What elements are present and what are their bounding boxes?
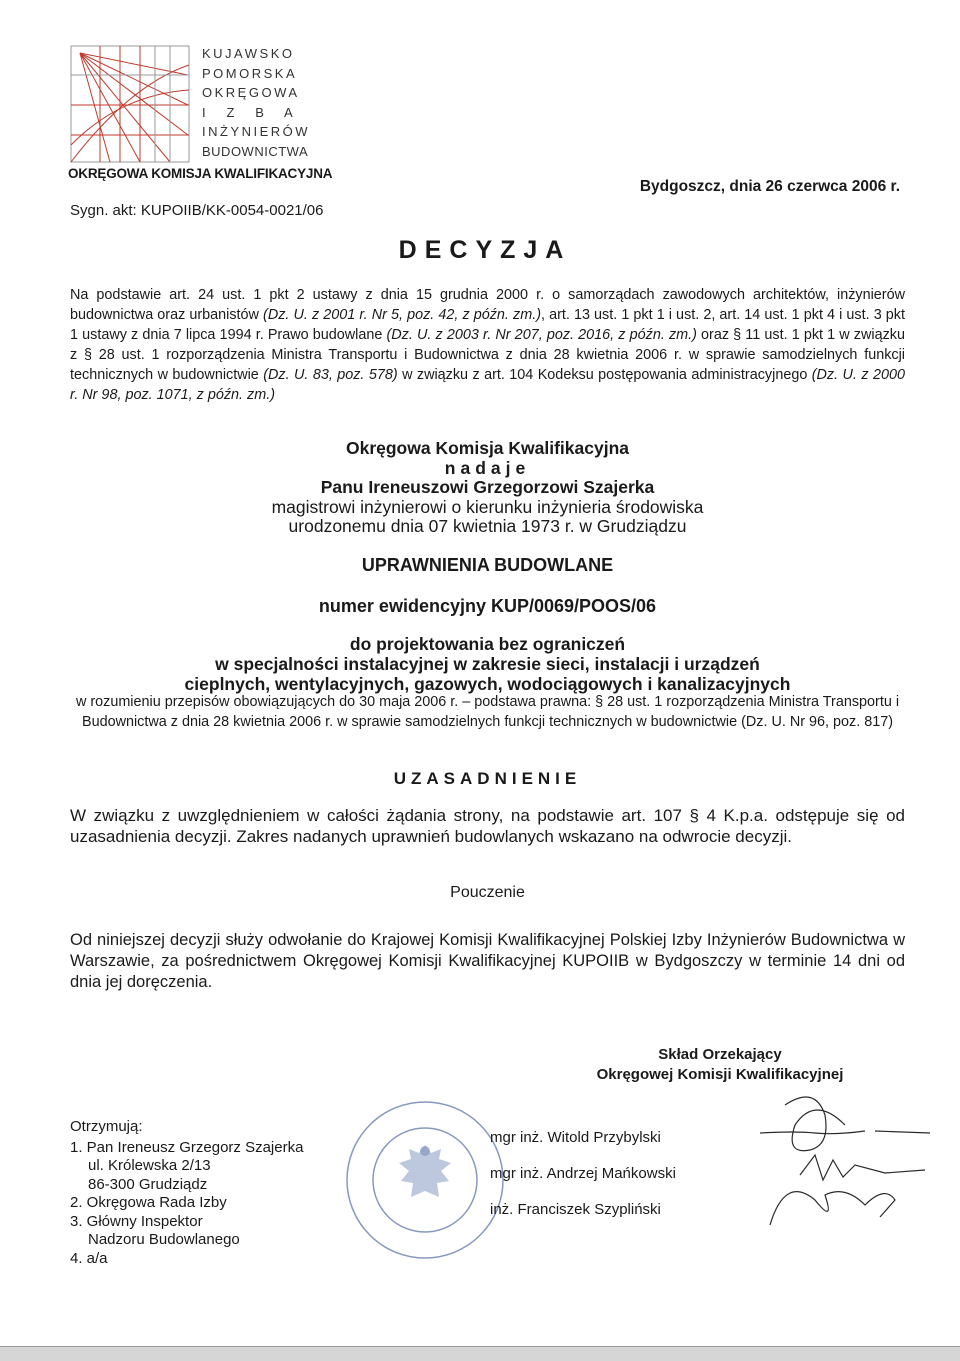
legal-basis-paragraph bbox=[70, 285, 905, 406]
instruction-title: Pouczenie bbox=[450, 884, 525, 901]
org-line: OKRĘGOWA bbox=[202, 85, 300, 101]
org-line: KUJAWSKO bbox=[202, 46, 295, 61]
legal-basis-text: , art. 13 ust. 1 pkt 1 i ust. 2, art. 14 ust. 1 pkt 4 i ust. 3 pkt 1 ustawy z dnia 7 lipca 1994 r. Prawo budowlane bbox=[70, 307, 905, 344]
board-title bbox=[520, 1045, 920, 1085]
case-reference: Sygn. akt: KUPOIIB/KK-0054-0021/06 bbox=[70, 202, 324, 219]
board-title-line: Skład Orzekający bbox=[658, 1046, 782, 1063]
board-title-line: Okręgowej Komisji Kwalifikacyjnej bbox=[596, 1066, 844, 1083]
document-title: DECYZJA bbox=[398, 236, 572, 264]
legal-basis-text: Na podstawie art. 24 ust. 1 pkt 2 ustawy z dnia 15 grudnia 2000 r. o samorządach zawodowych architektów, inżynierów budownictwa oraz urbanistów bbox=[70, 287, 905, 324]
granting-body: Okręgowa Komisja Kwalifikacyjna bbox=[345, 438, 630, 458]
chamber-logo bbox=[70, 45, 190, 163]
list-item: 4. a/a bbox=[70, 1249, 108, 1267]
registry-number: numer ewidencyjny KUP/0069/POOS/06 bbox=[318, 596, 657, 616]
list-item: 86-300 Grudziądz bbox=[88, 1175, 208, 1193]
list-item: 1. Pan Ireneusz Grzegorz Szajerka bbox=[70, 1138, 304, 1156]
org-name-lines bbox=[202, 44, 310, 162]
recipient-degree: magistrowi inżynierowi o kierunku inżynieria środowiska bbox=[271, 496, 704, 517]
recipient-birth: urodzonemu dnia 07 kwietnia 1973 r. w Grudziądzu bbox=[288, 516, 687, 536]
legal-citation: (Dz. U. z 2003 r. Nr 207, poz. 2016, z późn. zm.) bbox=[386, 327, 697, 344]
instruction-text: Od niniejszej decyzji służy odwołanie do Krajowej Komisji Kwalifikacyjnej Polskiej Izby Inżynierów Budownictwa w Warszawie, za pośrednictwem Okręgowej Komisji Kwalifikacyjnej KUPOIIB w Bydgoszczy w terminie 14 dni od dnia jej doręczenia. bbox=[70, 931, 905, 991]
list-item: 2. Okręgowa Rada Izby bbox=[70, 1194, 227, 1211]
permit-type: UPRAWNIENIA BUDOWLANE bbox=[361, 555, 614, 575]
recipients-title: Otrzymują: bbox=[70, 1118, 143, 1135]
justification-title: UZASADNIENIE bbox=[393, 769, 582, 788]
legal-basis-text: oraz § 11 ust. 1 pkt 1 w związku z § 28 ust. 1 rozporządzenia Ministra Transportu i Budownictwa z dnia 28 kwietnia 2006 r. w sprawie samodzielnych funkcji technicznych w budownictwie bbox=[70, 327, 905, 384]
org-line: POMORSKA bbox=[202, 65, 298, 81]
grant-block bbox=[70, 439, 905, 537]
legal-citation: (Dz. U. 83, poz. 578) bbox=[263, 367, 398, 384]
grant-verb: nadaje bbox=[444, 457, 531, 478]
list-item: Nadzoru Budowlanego bbox=[88, 1231, 240, 1248]
scope-legal-basis: w rozumieniu przepisów obowiązujących do 30 maja 2006 r. – podstawa prawna: § 28 ust. 1 rozporządzenia Ministra Transportu i Budownictwa z dnia 28 kwietnia 2006 r. w sprawie samodzielnych funkcji technicznych w budownictwie (Dz. U. Nr 96, poz. 817) bbox=[75, 694, 900, 730]
org-line: INŻYNIERÓW bbox=[202, 124, 311, 140]
legal-basis-text: w związku z art. 104 Kodeksu postępowania administracyjnego bbox=[397, 367, 812, 384]
permit-scope bbox=[70, 634, 905, 694]
legal-citation: (Dz. U. z 2001 r. Nr 5, poz. 42, z późn. zm.) bbox=[263, 307, 541, 324]
org-line: BUDOWNICTWA bbox=[202, 143, 309, 159]
scan-bottom-edge bbox=[0, 1346, 960, 1361]
commission-name: OKRĘGOWA KOMISJA KWALIFIKACYJNA bbox=[68, 166, 333, 181]
list-item: ul. Królewska 2/13 bbox=[88, 1157, 211, 1174]
board-member: mgr inż. Witold Przybylski bbox=[490, 1129, 661, 1146]
justification-text: W związku z uwzględnieniem w całości żądania strony, na podstawie art. 107 § 4 K.p.a. odstępuje się od uzasadnienia decyzji. Zakres nadanych uprawnień budowlanych wskazano na odwrocie decyzji. bbox=[70, 806, 905, 846]
board-member: inż. Franciszek Szypliński bbox=[490, 1201, 661, 1218]
board-members bbox=[490, 1120, 676, 1228]
scope-line: cieplnych, wentylacyjnych, gazowych, wodociągowych i kanalizacyjnych bbox=[184, 674, 791, 694]
recipients-list bbox=[70, 1118, 303, 1268]
legal-citation: (Dz. U. z 2000 r. Nr 98, poz. 1071, z późn. zm.) bbox=[70, 367, 905, 404]
recipient-name: Panu Ireneuszowi Grzegorzowi Szajerka bbox=[320, 477, 655, 497]
board-member: mgr inż. Andrzej Mańkowski bbox=[490, 1165, 676, 1182]
place-date: Bydgoszcz, dnia 26 czerwca 2006 r. bbox=[639, 178, 900, 195]
org-line: I Z B A bbox=[202, 104, 296, 120]
list-item: 3. Główny Inspektor bbox=[70, 1212, 203, 1230]
handwritten-signatures bbox=[755, 1085, 935, 1235]
scope-line: w specjalności instalacyjnej w zakresie sieci, instalacji i urządzeń bbox=[215, 654, 760, 674]
scope-line: do projektowania bez ograniczeń bbox=[349, 634, 626, 654]
